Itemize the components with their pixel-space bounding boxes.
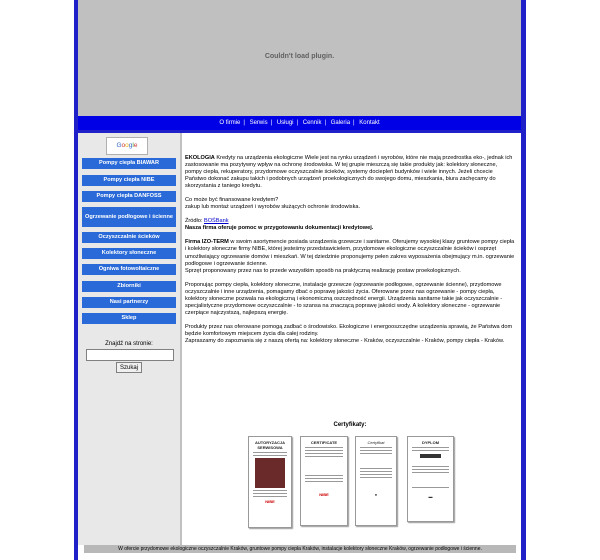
footer-seo-text: W ofercie przydomowe ekologiczne oczyszczalnie Kraków, gruntowe pompy ciepła Kraków, instalacje kolektory słoneczne Kraków, ogrzewanie podłogowe i ścienne. <box>84 545 516 553</box>
menu-pompy-biawar[interactable]: Pompy ciepła BIAWAR <box>82 158 176 169</box>
menu-zbiorniki[interactable]: Zbiorniki <box>82 281 176 292</box>
closing-invite: Zapraszamy do zapoznania się z naszą ofertą na: kolektory słoneczne - Kraków, oczyszczalnie - Kraków, pompy ciepła - Kraków. <box>185 337 505 344</box>
nav-serwis[interactable]: Serwis <box>249 120 268 126</box>
menu-ogrzewanie[interactable]: Ogrzewanie podłogowe i ścienne <box>82 207 176 227</box>
credit-question: Co może być finansowane kredytem? <box>185 197 279 204</box>
closing-paragraph <box>185 324 515 345</box>
menu-pompy-danfoss[interactable]: Pompy ciepła DANFOSS <box>82 191 176 202</box>
top-nav <box>78 116 521 130</box>
plugin-message: Couldn't load plugin. <box>264 53 335 60</box>
nibe-logo: NIBE <box>265 499 275 504</box>
certificates-title: Certyfikaty: <box>333 422 367 428</box>
nav-uslugi[interactable]: Usługi <box>276 120 294 126</box>
company-bold: Firma IZO-TERM <box>185 239 229 246</box>
intro-text: Kredyty na urządzenia ekologiczne Wiele jest na rynku urządzeń i wyrobów, które nie mają przedrostka eko-, jednak ich zastosowanie ma pozytywny wpływ na ochronę środowiska. W tej grupie mieszczą się takie produkty jak: kolektory słoneczne, pompy ciepła, rekuperatory, przydomowe oczyszczalnie ścieków, systemy dociepleń budynków i wiele innych. Jeżeli chcecie Państwo dokonać zakupu takich i podobnych urządzeń proekologicznych do swojego domu, mieszkania, biura zachęcamy do skorzystania z taniego kredytu. <box>185 155 513 190</box>
certificate-autoryzacja[interactable] <box>248 436 292 528</box>
nav-cennik[interactable]: Cennik <box>302 120 322 126</box>
nav-separator: | <box>324 120 327 126</box>
certificate-dyplom[interactable] <box>407 436 454 522</box>
nav-separator: | <box>243 120 245 126</box>
main-content <box>185 155 515 352</box>
search-button[interactable]: Szukaj <box>116 362 142 373</box>
plugin-placeholder <box>78 0 521 116</box>
credit-answer: zakup lub montaż urządzeń i wyrobów służących ochronie środowiska. <box>185 204 361 211</box>
company-text: w swoim asortymencie posiada urządzenia grzewcze i sanitarne. Oferujemy wysokiej klasy gruntowe pompy ciepła i kolektory słoneczne firmy NIBE, której jesteśmy przedstawicielem, przydomowe ekologiczne oczyszczalnie ścieków i osprzęt umożliwiający ogrzewanie domów i mieszkań. W tej dziedzinie proponujemy pełen zakres wyposażenia obejmujący m.in. ogrzewanie podłogowe i ogrzewanie ścienne. <box>185 239 515 267</box>
certificate-nibe[interactable] <box>300 436 348 526</box>
nav-galeria[interactable]: Galeria <box>330 120 351 126</box>
menu-oczyszczalnie[interactable]: Oczyszczalnie ścieków <box>82 232 176 243</box>
offer-paragraph: Proponując pompy ciepła, kolektory słoneczne, instalacje grzewcze (ogrzewanie podłogowe, ogrzewanie ścienne), przydomowe oczyszczalnie i inne urządzenia, pomagamy dbać o poprawę jakości życia. Oferowane przez nas ogrzewanie - pompy ciepła, kolektory słoneczne pozwala na ekologiczną i ekonomiczną oszczędność energii. Urządzenia sanitarne takie jak oczyszczalnie - specjalistyczne przydomowe oczyszczalnie - to szansa na znaczącą poprawę jakości wody. A kolektory słoneczne - ogrzewanie czerpiące najczystszą, najlepszą energię. <box>185 281 503 316</box>
google-logo[interactable]: Google <box>106 137 148 155</box>
menu-ogniwa[interactable]: Ogniwa fotowoltaiczne <box>82 264 176 275</box>
menu-pompy-nibe[interactable]: Pompy ciepła NIBE <box>82 175 176 186</box>
cert-title-3: Certyfikat <box>367 440 385 445</box>
credit-paragraph <box>185 197 515 211</box>
certificate-certyfikat[interactable] <box>355 436 397 526</box>
intro-bold: EKOLOGIA <box>185 155 215 161</box>
source-label: Źródło: <box>185 218 204 225</box>
closing-text: Produkty przez nas oferowane pomogą zadbać o środowisko. Ekologiczne i energooszczędne urządzenia sprawią, że Państwa dom będzie komfortowym miejscem życia dla całej rodziny. <box>185 323 513 337</box>
source-paragraph <box>185 218 515 232</box>
menu-partnerzy[interactable]: Nasi partnerzy <box>82 297 176 308</box>
search-label: Znajdź na stronie: <box>105 341 153 347</box>
company-text-2: Sprzęt proponowany przez nas to przede wszystkim sposób na praktyczną realizację postaw proekologicznych. <box>185 267 461 274</box>
cert-title-2: CERTIFICATE <box>310 440 338 445</box>
stamp-mark: ▬ <box>428 494 433 499</box>
source-link[interactable]: BOŚBank <box>203 218 229 225</box>
search-input[interactable] <box>86 349 174 361</box>
nav-kontakt[interactable]: Kontakt <box>359 120 380 126</box>
nav-separator: | <box>296 120 299 126</box>
nav-separator: | <box>353 120 355 126</box>
company-paragraph <box>185 239 515 274</box>
cert-title-4: DYPLOM <box>421 440 440 445</box>
cert-photo <box>255 458 285 488</box>
stamp-mark: ● <box>374 492 378 497</box>
nav-o-firmie[interactable]: O firmie <box>219 120 241 126</box>
help-text: Nasza firma oferuje pomoc w przygotowaniu dokumentacji kredytowej. <box>185 225 374 232</box>
column-divider <box>180 133 182 545</box>
nav-separator: | <box>270 120 273 126</box>
intro-paragraph <box>185 155 515 190</box>
menu-kolektory[interactable]: Kolektory słoneczne <box>82 248 176 259</box>
nibe-logo: NIBE <box>319 492 329 497</box>
menu-sklep[interactable]: Sklep <box>82 313 176 324</box>
cert-title-1: AUTORYZACJA SERWISOWA <box>254 440 285 450</box>
